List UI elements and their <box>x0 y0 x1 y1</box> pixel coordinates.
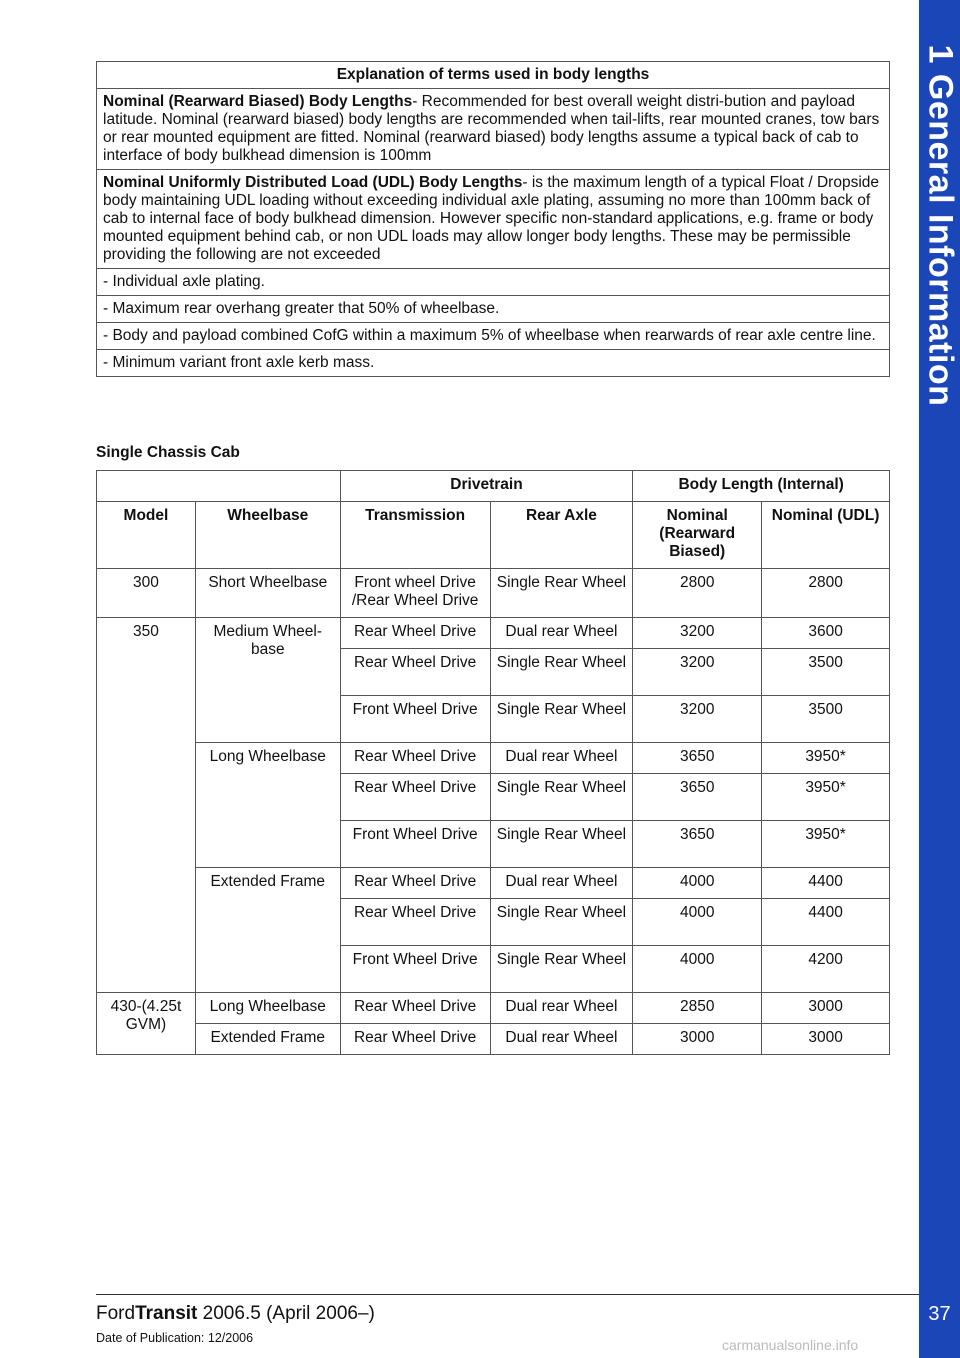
table-row <box>97 868 890 899</box>
wheelbase-cell: Medium Wheel-base <box>195 618 340 743</box>
rear-axle-cell: Single Rear Wheel <box>490 569 633 618</box>
nominal-udl-cell: 3950* <box>762 774 890 821</box>
wheelbase-cell: Short Wheelbase <box>195 569 340 618</box>
terms-row <box>97 170 890 269</box>
chassis-table <box>96 470 890 1055</box>
rear-axle-cell: Dual rear Wheel <box>490 618 633 649</box>
wheelbase-cell: Extended Frame <box>195 1024 340 1055</box>
nominal-rb-cell: 3200 <box>633 696 762 743</box>
table-row <box>97 993 890 1024</box>
blank-header <box>97 471 341 502</box>
col-header-model: Model <box>97 502 196 569</box>
terms-row: - Maximum rear overhang greater that 50% of wheelbase. <box>97 296 890 323</box>
rear-axle-cell: Dual rear Wheel <box>490 868 633 899</box>
footer-model: Transit <box>135 1303 198 1324</box>
nominal-rb-cell: 4000 <box>633 946 762 993</box>
model-cell: 430-(4.25t GVM) <box>97 993 196 1055</box>
nominal-rb-cell: 2850 <box>633 993 762 1024</box>
table-row <box>97 618 890 649</box>
rear-axle-cell: Single Rear Wheel <box>490 821 633 868</box>
rear-axle-cell: Single Rear Wheel <box>490 774 633 821</box>
rear-axle-cell: Single Rear Wheel <box>490 946 633 993</box>
term-label: Nominal (Rearward Biased) Body Lengths <box>103 93 413 110</box>
transmission-cell: Rear Wheel Drive <box>340 993 490 1024</box>
body-length-header: Body Length (Internal) <box>633 471 890 502</box>
rear-axle-cell: Dual rear Wheel <box>490 993 633 1024</box>
terms-row: - Minimum variant front axle kerb mass. <box>97 350 890 377</box>
col-header-nominal-rb: Nominal (Rearward Biased) <box>633 502 762 569</box>
nominal-udl-cell: 3950* <box>762 743 890 774</box>
terms-table <box>96 61 890 377</box>
nominal-rb-cell: 3200 <box>633 618 762 649</box>
nominal-udl-cell: 3000 <box>762 993 890 1024</box>
transmission-cell: Rear Wheel Drive <box>340 1024 490 1055</box>
rear-axle-cell: Dual rear Wheel <box>490 1024 633 1055</box>
transmission-cell: Rear Wheel Drive <box>340 743 490 774</box>
transmission-cell: Front Wheel Drive <box>340 946 490 993</box>
nominal-udl-cell: 4400 <box>762 868 890 899</box>
nominal-udl-cell: 3500 <box>762 696 890 743</box>
table-row <box>97 743 890 774</box>
col-header-wheelbase: Wheelbase <box>195 502 340 569</box>
terms-row <box>97 89 890 170</box>
footer-divider <box>96 1294 919 1295</box>
term-text: - Recommended for best overall weight distri-bution and payload latitude. Nominal (rearward biased) body lengths are recommended when tail-lifts, rear mounted cranes, tow bars or rear mounted equipment are fitted. Nominal (rearward biased) body lengths assume a typical back of cab to interface of body bulkhead dimension is 100mm <box>103 93 880 164</box>
rear-axle-cell: Dual rear Wheel <box>490 743 633 774</box>
transmission-cell: Rear Wheel Drive <box>340 899 490 946</box>
chapter-title-text: 1 General Information <box>921 44 959 406</box>
col-header-transmission: Transmission <box>340 502 490 569</box>
transmission-cell: Rear Wheel Drive <box>340 774 490 821</box>
transmission-cell: Front Wheel Drive <box>340 696 490 743</box>
model-cell: 350 <box>97 618 196 993</box>
nominal-rb-cell: 4000 <box>633 868 762 899</box>
nominal-rb-cell: 3650 <box>633 821 762 868</box>
transmission-cell: Front Wheel Drive <box>340 821 490 868</box>
nominal-rb-cell: 3200 <box>633 649 762 696</box>
rear-axle-cell: Single Rear Wheel <box>490 649 633 696</box>
nominal-rb-cell: 3650 <box>633 743 762 774</box>
footer-brand: Ford <box>96 1303 136 1324</box>
nominal-udl-cell: 3000 <box>762 1024 890 1055</box>
nominal-udl-cell: 2800 <box>762 569 890 618</box>
terms-heading: Explanation of terms used in body lengths <box>97 62 890 89</box>
nominal-rb-cell: 3000 <box>633 1024 762 1055</box>
wheelbase-cell: Extended Frame <box>195 868 340 993</box>
nominal-udl-cell: 3600 <box>762 618 890 649</box>
col-header-rear-axle: Rear Axle <box>490 502 633 569</box>
col-header-nominal-udl: Nominal (UDL) <box>762 502 890 569</box>
watermark: carmanualsonline.info <box>722 1337 859 1353</box>
nominal-rb-cell: 3650 <box>633 774 762 821</box>
term-label: Nominal Uniformly Distributed Load (UDL) Body Lengths <box>103 174 523 191</box>
footer-edition: 2006.5 (April 2006–) <box>202 1303 375 1324</box>
nominal-udl-cell: 4400 <box>762 899 890 946</box>
terms-row: - Individual axle plating. <box>97 269 890 296</box>
rear-axle-cell: Single Rear Wheel <box>490 696 633 743</box>
drivetrain-header: Drivetrain <box>340 471 633 502</box>
footer-date: Date of Publication: 12/2006 <box>96 1331 254 1345</box>
nominal-udl-cell: 3500 <box>762 649 890 696</box>
transmission-cell: Rear Wheel Drive <box>340 649 490 696</box>
transmission-cell: Front wheel Drive /Rear Wheel Drive <box>340 569 490 618</box>
rear-axle-cell: Single Rear Wheel <box>490 899 633 946</box>
nominal-udl-cell: 3950* <box>762 821 890 868</box>
transmission-cell: Rear Wheel Drive <box>340 868 490 899</box>
table-row <box>97 1024 890 1055</box>
chapter-title <box>919 0 960 450</box>
model-cell: 300 <box>97 569 196 618</box>
term-text: - is the maximum length of a typical Float / Dropside body maintaining UDL loading without exceeding individual axle plating, assuming no more than 100mm back of cab to internal face of body bulkhead dimension. However specific non-standard applications, e.g. frame or body mounted equipment behind cab, or non UDL loads may allow longer body lengths. These may be permissible providing the following are not exceeded <box>103 174 880 263</box>
footer-title <box>96 1303 375 1325</box>
wheelbase-cell: Long Wheelbase <box>195 993 340 1024</box>
nominal-rb-cell: 4000 <box>633 899 762 946</box>
wheelbase-cell: Long Wheelbase <box>195 743 340 868</box>
nominal-rb-cell: 2800 <box>633 569 762 618</box>
page-number: 37 <box>928 1303 951 1325</box>
transmission-cell: Rear Wheel Drive <box>340 618 490 649</box>
nominal-udl-cell: 4200 <box>762 946 890 993</box>
section-title: Single Chassis Cab <box>96 444 240 461</box>
terms-row: - Body and payload combined CofG within a maximum 5% of wheelbase when rearwards of rear axle centre line. <box>97 323 890 350</box>
table-row <box>97 569 890 618</box>
